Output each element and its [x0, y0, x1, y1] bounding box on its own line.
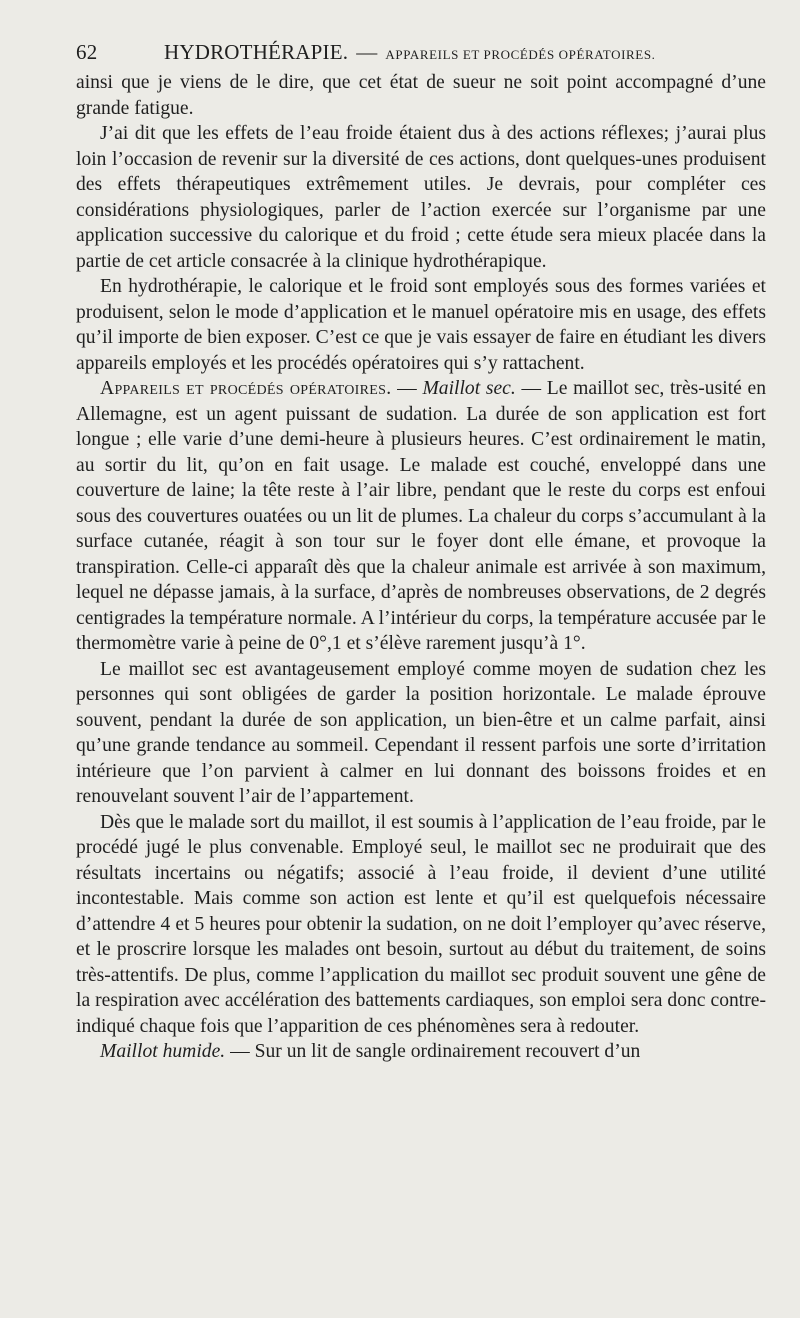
paragraph-text: — Sur un lit de sangle ordinairement recouvert d’un — [230, 1041, 641, 1062]
paragraph: J’ai dit que les effets de l’eau froide étaient dus à des actions réflexes; j’aurai plus loin l’occasion de revenir sur la diversité de ces actions, dont quelques-unes produisent des effets thérapeutiques extrêmement utiles. Je devrais, pour compléter ces considérations physiologiques, parler de l’action exercée sur l’organisme par une application successive du calorique et du froid ; cette étude sera mieux placée dans la partie de cet article consacrée à la clinique hydrothérapique. — [76, 123, 766, 272]
section-heading-dash: — — [397, 378, 417, 399]
running-title-main: HYDROTHÉRAPIE. — [164, 40, 349, 64]
body-text — [76, 70, 766, 1065]
page-header — [76, 40, 766, 70]
running-title-subtitle: APPAREILS ET PROCÉDÉS OPÉRATOIRES. — [385, 47, 656, 62]
paragraph: En hydrothérapie, le calorique et le froid sont employés sous des formes variées et produisent, selon le mode d’application et le manuel opératoire mis en usage, des effets qu’il importe de bien exposer. C’est ce que je vais essayer de faire en étudiant les divers appareils employés et les procédés opératoires qui s’y rattachent. — [76, 276, 766, 374]
paragraph — [76, 376, 766, 657]
paragraph: Dès que le malade sort du maillot, il est soumis à l’application de l’eau froide, par le procédé jugé le plus convenable. Employé seul, le maillot sec ne produirait que des résultats incertains ou négatifs; associé à l’eau froide, il devient d’une utilité incontestable. Mais comme son action est lente et qu’il est quelquefois nécessaire d’attendre 4 et 5 heures pour obtenir la sudation, on ne doit l’employer qu’avec réserve, et le proscrire lorsque les malades ont besoin, surtout au début du traitement, de soins très-attentifs. De plus, comme l’application du maillot sec produit souvent une gêne de la respiration avec accélération des battements cardiaques, son emploi sera donc contre-indiqué chaque fois que l’apparition de ces phénomènes sera à redouter. — [76, 811, 766, 1037]
subsection-heading: Maillot sec. — [422, 378, 516, 399]
page-number: 62 — [76, 40, 98, 64]
paragraph: ainsi que je viens de le dire, que cet état de sueur ne soit point accompagné d’une grande fatigue. — [76, 72, 766, 119]
paragraph-text: — Le maillot sec, très-usité en Allemagne, est un agent puissant de sudation. La durée de son application est fort longue ; elle varie d’une demi-heure à plusieurs heures. C’est ordinairement le matin, au sortir du lit, qu’on en fait usage. Le malade est couché, enveloppé dans une couverture de laine; la tête reste à l’air libre, pendant que le reste du corps est enfoui sous des couvertures ouatées ou un lit de plumes. La chaleur du corps s’accumulant à la surface cutanée, réagit à son tour sur le foyer dont elle émane, et provoque la transpiration. Celle-ci apparaît dès que la chaleur animale est arrivée à son maximum, lequel ne dépasse jamais, à la surface, d’après de nombreuses observations, de 2 degrés centigrades la température normale. A l’intérieur du corps, la température accusée par le thermomètre varie à peine de 0°,1 et s’élève rarement jusqu’à 1°. — [76, 378, 767, 654]
section-heading: Appareils et procédés opératoires. — [100, 378, 392, 399]
running-title-dash: — — [356, 40, 378, 64]
subsection-heading: Maillot humide. — [100, 1041, 226, 1062]
paragraph: Le maillot sec est avantageusement employé comme moyen de sudation chez les personnes qui sont obligées de garder la position horizontale. Le malade éprouve souvent, pendant la durée de son application, un bien-être et un calme parfait, ainsi qu’une grande tendance au sommeil. Cependant il ressent parfois une sorte d’irritation intérieure que l’on parvient à calmer en lui donnant des boissons froides et en renouvelant souvent l’air de l’appartement. — [76, 658, 766, 807]
paragraph — [76, 1039, 766, 1065]
running-title — [164, 40, 656, 65]
